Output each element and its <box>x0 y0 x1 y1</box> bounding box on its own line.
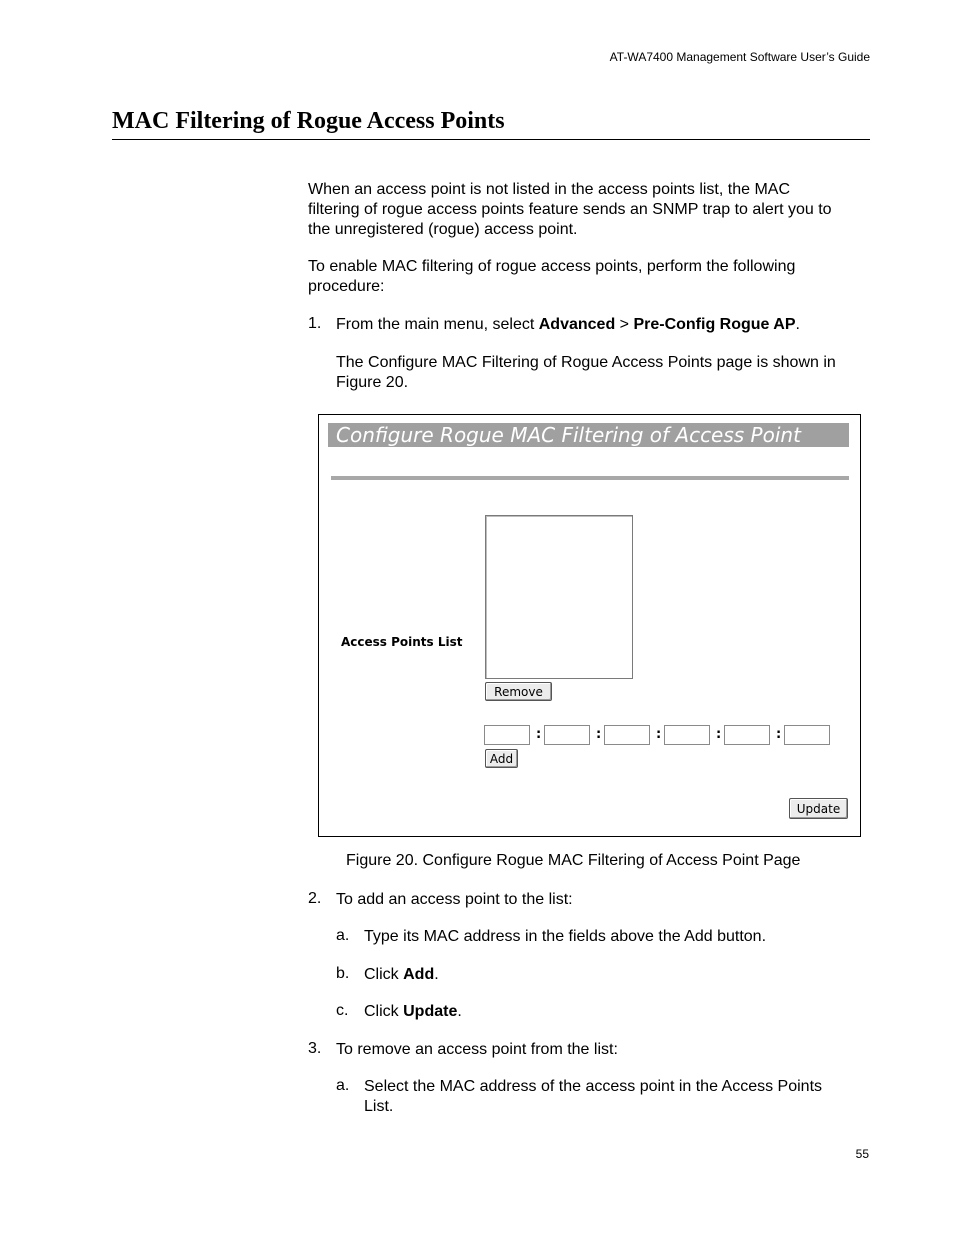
update-button[interactable]: Update <box>789 798 848 819</box>
text-line: filtering of rogue access points feature sends an SNMP trap to alert you to <box>308 201 832 218</box>
remove-button[interactable]: Remove <box>485 682 552 701</box>
text-line: To enable MAC filtering of rogue access points, perform the following <box>308 258 796 275</box>
step-2-text: To add an access point to the list: <box>336 891 573 908</box>
figure-caption: Figure 20. Configure Rogue MAC Filtering of Access Point Page <box>346 852 801 869</box>
running-header: AT-WA7400 Management Software User’s Guide <box>609 50 870 64</box>
substep-post: . <box>457 1003 462 1020</box>
substep-letter: a. <box>336 1077 350 1094</box>
substep-2c-text <box>364 1002 462 1022</box>
text-line: List. <box>364 1098 394 1115</box>
intro-paragraph-2 <box>308 257 795 297</box>
text-line: procedure: <box>308 278 385 295</box>
access-points-list-label: Access Points List <box>341 635 463 649</box>
access-points-listbox[interactable] <box>485 515 633 679</box>
title-divider <box>331 476 849 480</box>
text-line: Figure 20. <box>336 374 409 391</box>
text-line: When an access point is not listed in the access points list, the MAC <box>308 181 791 198</box>
step-1-pre: From the main menu, select <box>336 316 539 333</box>
step-1-note <box>336 353 836 393</box>
figure-screenshot <box>318 414 861 837</box>
substep-2b-text <box>364 965 439 985</box>
mac-octet-4-input[interactable] <box>664 725 710 745</box>
mac-octet-6-input[interactable] <box>784 725 830 745</box>
substep-2a-text: Type its MAC address in the fields above the Add button. <box>364 928 767 945</box>
substep-post: . <box>434 966 439 983</box>
substep-3a-text <box>364 1077 822 1117</box>
menu-pre-config-rogue-ap: Pre-Config Rogue AP <box>633 316 796 333</box>
mac-separator: : <box>536 727 542 742</box>
add-button[interactable]: Add <box>485 749 518 768</box>
text-line: The Configure MAC Filtering of Rogue Access Points page is shown in <box>336 354 836 371</box>
config-page-title: Configure Rogue MAC Filtering of Access Point <box>328 423 849 447</box>
menu-separator: > <box>615 316 634 333</box>
step-3-number: 3. <box>308 1040 322 1057</box>
section-title: MAC Filtering of Rogue Access Points <box>112 108 870 140</box>
step-1-post: . <box>795 316 800 333</box>
mac-octet-1-input[interactable] <box>484 725 530 745</box>
mac-octet-3-input[interactable] <box>604 725 650 745</box>
update-keyword: Update <box>403 1003 458 1020</box>
text-line: Select the MAC address of the access point in the Access Points <box>364 1078 823 1095</box>
substep-letter: b. <box>336 965 350 982</box>
substep-letter: c. <box>336 1002 349 1019</box>
substep-pre: Click <box>364 1003 404 1020</box>
mac-separator: : <box>596 727 602 742</box>
substep-letter: a. <box>336 927 350 944</box>
step-1-number: 1. <box>308 315 322 332</box>
step-1-text <box>336 315 800 335</box>
step-3-text: To remove an access point from the list: <box>336 1041 618 1058</box>
mac-separator: : <box>776 727 782 742</box>
step-2-number: 2. <box>308 890 322 907</box>
mac-octet-5-input[interactable] <box>724 725 770 745</box>
page-number: 55 <box>855 1147 869 1161</box>
text-line: the unregistered (rogue) access point. <box>308 221 578 238</box>
mac-octet-2-input[interactable] <box>544 725 590 745</box>
menu-advanced: Advanced <box>538 316 616 333</box>
intro-paragraph-1 <box>308 180 832 240</box>
substep-pre: Click <box>364 966 404 983</box>
add-keyword: Add <box>403 966 435 983</box>
mac-separator: : <box>656 727 662 742</box>
mac-separator: : <box>716 727 722 742</box>
